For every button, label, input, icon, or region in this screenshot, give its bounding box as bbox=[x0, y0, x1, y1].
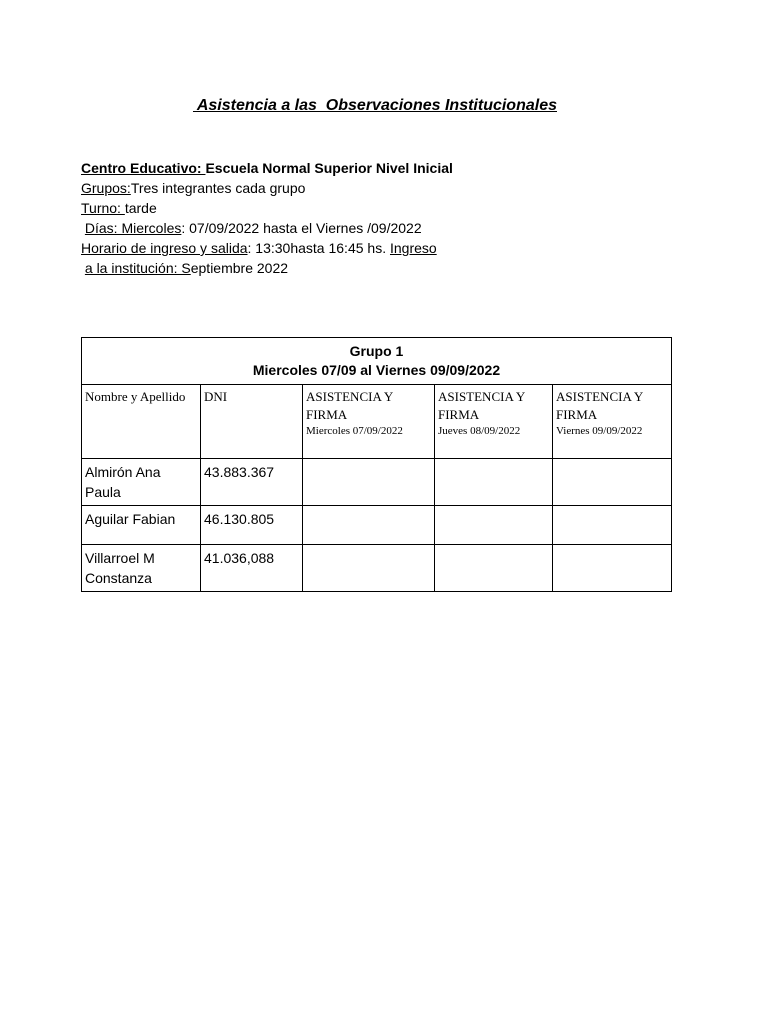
cell-firma-day1[interactable] bbox=[303, 545, 435, 592]
info-centro bbox=[81, 158, 453, 178]
header-dni: DNI bbox=[201, 385, 303, 459]
cell-nombre: Villarroel M Constanza bbox=[82, 545, 201, 592]
info-block bbox=[81, 158, 453, 278]
dias-label: Días: Miercoles bbox=[84, 220, 182, 236]
turno-value: tarde bbox=[124, 200, 157, 216]
ingreso-label-2: a la institución: S bbox=[84, 260, 191, 276]
table-row bbox=[82, 459, 672, 506]
horario-label: Horario de ingreso y salida bbox=[81, 240, 248, 256]
header-day2-date: Jueves 08/09/2022 bbox=[438, 425, 521, 437]
group-title: Grupo 1 bbox=[349, 343, 404, 359]
info-ingreso bbox=[81, 258, 453, 278]
attendance-table bbox=[81, 337, 672, 592]
centro-label: Centro Educativo: bbox=[81, 160, 206, 176]
cell-dni: 41.036,088 bbox=[201, 545, 303, 592]
header-day3-label: ASISTENCIA Y FIRMA bbox=[556, 389, 643, 422]
dias-value: : 07/09/2022 hasta el Viernes /09/2022 bbox=[181, 220, 422, 236]
cell-firma-day3[interactable] bbox=[553, 545, 672, 592]
header-day3-date: Viernes 09/09/2022 bbox=[556, 425, 643, 437]
grupos-value: Tres integrantes cada grupo bbox=[130, 180, 306, 196]
cell-firma-day1[interactable] bbox=[303, 459, 435, 506]
cell-nombre: Almirón Ana Paula bbox=[82, 459, 201, 506]
group-header-cell bbox=[82, 338, 672, 385]
table-row bbox=[82, 506, 672, 545]
cell-firma-day2[interactable] bbox=[435, 506, 553, 545]
table-row bbox=[82, 545, 672, 592]
info-dias bbox=[81, 218, 453, 238]
header-day1-date: Miercoles 07/09/2022 bbox=[306, 425, 403, 437]
ingreso-label-1: Ingreso bbox=[389, 240, 437, 256]
info-grupos bbox=[81, 178, 453, 198]
cell-firma-day2[interactable] bbox=[435, 545, 553, 592]
header-day2-label: ASISTENCIA Y FIRMA bbox=[438, 389, 525, 422]
header-day3 bbox=[553, 385, 672, 459]
cell-firma-day2[interactable] bbox=[435, 459, 553, 506]
document-title bbox=[0, 97, 750, 115]
cell-dni: 43.883.367 bbox=[201, 459, 303, 506]
cell-nombre: Aguilar Fabian bbox=[82, 506, 201, 545]
header-day1-label: ASISTENCIA Y FIRMA bbox=[306, 389, 393, 422]
table-group-header bbox=[82, 338, 672, 385]
cell-firma-day3[interactable] bbox=[553, 506, 672, 545]
info-horario bbox=[81, 238, 453, 258]
info-turno bbox=[81, 198, 453, 218]
header-day2 bbox=[435, 385, 553, 459]
horario-value: : 13:30hasta 16:45 hs. bbox=[247, 240, 390, 256]
centro-value: Escuela Normal Superior Nivel Inicial bbox=[205, 160, 453, 176]
table-column-headers bbox=[82, 385, 672, 459]
grupos-label: Grupos: bbox=[81, 180, 131, 196]
header-nombre: Nombre y Apellido bbox=[82, 385, 201, 459]
header-day1 bbox=[303, 385, 435, 459]
document-title-text: Asistencia a las Observaciones Institucionales bbox=[192, 97, 557, 114]
group-dates: Miercoles 07/09 al Viernes 09/09/2022 bbox=[252, 362, 501, 378]
cell-firma-day1[interactable] bbox=[303, 506, 435, 545]
turno-label: Turno: bbox=[81, 200, 125, 216]
cell-firma-day3[interactable] bbox=[553, 459, 672, 506]
cell-dni: 46.130.805 bbox=[201, 506, 303, 545]
ingreso-value: eptiembre 2022 bbox=[190, 260, 289, 276]
